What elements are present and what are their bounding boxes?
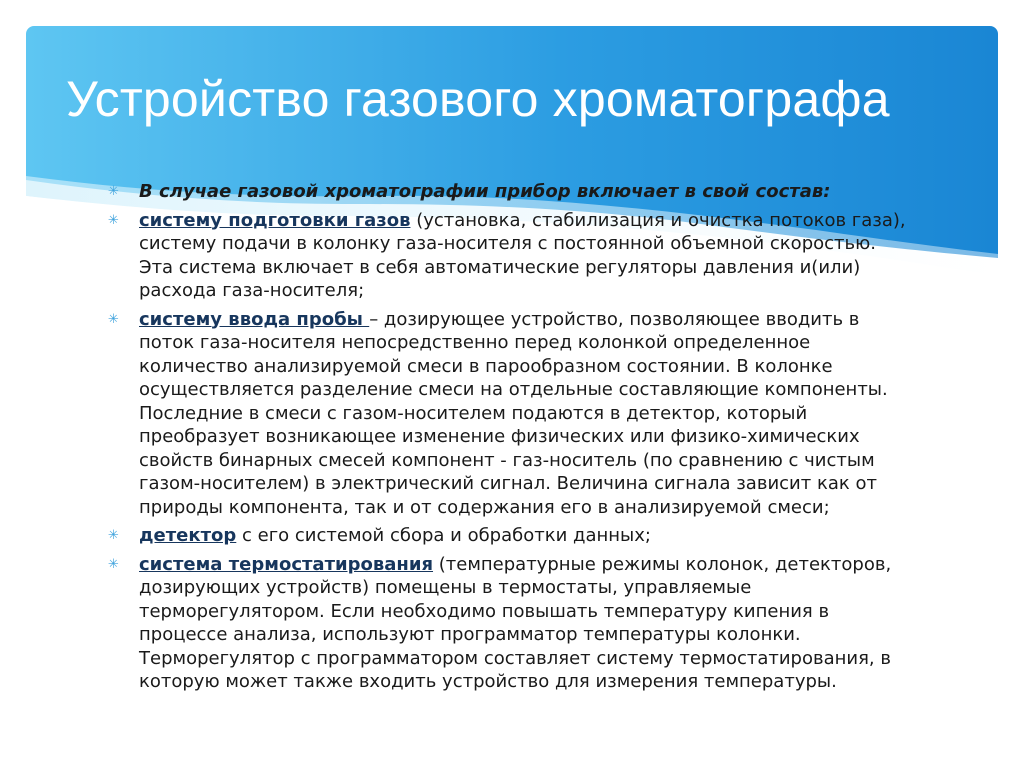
- item-text: (температурные режимы колонок, детекторов, дозирующих устройств) помещены в термостаты, управляемые терморегулятором. Если необходимо повышать температуру кипения в процессе анализа, используют программатор температуры колонки. Терморегулятор с программатором составляет систему термостатирования, в которую может также входить устройство для измерения температуры.: [139, 553, 892, 692]
- list-item-thermostat: [108, 553, 908, 694]
- term-gas-preparation: систему подготовки газов: [139, 209, 411, 231]
- term-detector: детектор: [139, 525, 237, 546]
- list-item-detector: [108, 524, 908, 548]
- term-sample-input: систему ввода пробы: [139, 308, 370, 330]
- asterisk-bullet-icon: ✳: [108, 311, 119, 327]
- slide-title: Устройство газового хроматографа: [66, 71, 890, 127]
- item-text: с его системой сбора и обработки данных;: [236, 525, 651, 546]
- asterisk-bullet-icon: ✳: [108, 184, 119, 199]
- item-text: (установка, стабилизация и очистка потоков газа), систему подачи в колонку газа-носителя с постоянной объемной скоростью. Эта система включает в себя автоматические регуляторы давления и(или) расхода газа-носителя;: [139, 209, 906, 301]
- list-item-sample-input: [108, 308, 908, 520]
- list-item-gas-preparation: [108, 209, 908, 303]
- list-item-intro: [108, 180, 908, 204]
- term-thermostat: система термостатирования: [139, 553, 434, 575]
- asterisk-bullet-icon: ✳: [108, 212, 119, 228]
- asterisk-bullet-icon: ✳: [108, 528, 119, 543]
- intro-text: В случае газовой хроматографии прибор включает в свой состав:: [139, 181, 831, 202]
- item-text: – дозирующее устройство, позволяющее вводить в поток газа-носителя непосредственно перед колонкой определенное количество анализируемой смеси в парообразном состоянии. В колонке осуществляется разделение смеси на отдельные составляющие компоненты. Последние в смеси с газом-носителем подаются в детектор, который преобразует возникающее изменение физических или физико-химических свойств бинарных смесей компонент - газ-носитель (по сравнению с чистым газом-носителем) в электрический сигнал. Величина сигнала зависит как от природы компонента, так и от содержания его в анализируемой смеси;: [139, 308, 888, 518]
- bullet-list: [108, 180, 908, 694]
- slide-content: [108, 180, 908, 699]
- asterisk-bullet-icon: ✳: [108, 556, 119, 572]
